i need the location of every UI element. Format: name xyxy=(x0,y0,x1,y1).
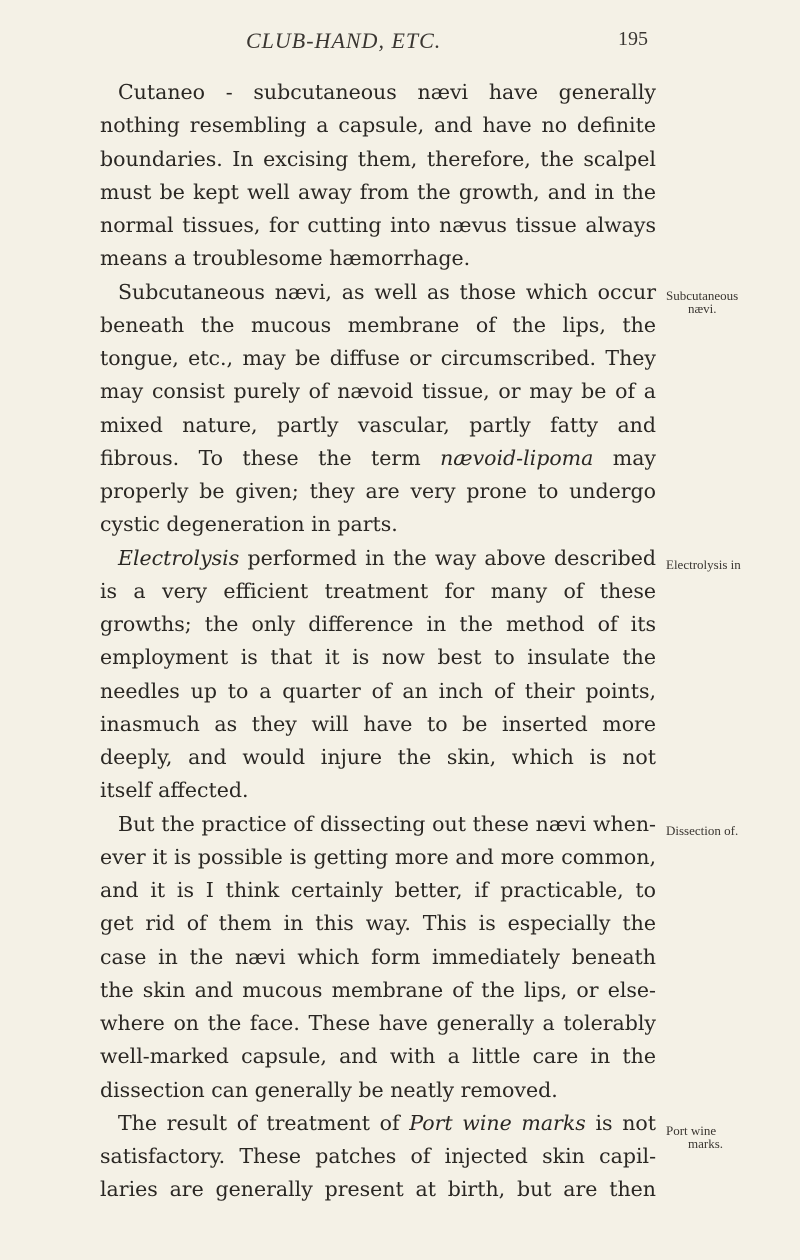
text-line: needles up to a quarter of an inch of their points, xyxy=(100,678,656,703)
margin-note-subcutaneous xyxy=(666,289,796,315)
text-run: To these the term xyxy=(179,445,441,470)
text-line: inasmuch as they will have to be inserted more xyxy=(100,711,656,736)
text-line: case in the nævi which form immediately beneath xyxy=(100,944,656,969)
text-line: itself affected. xyxy=(100,778,249,803)
text-run: may xyxy=(593,445,656,470)
text-run: The result of treatment of xyxy=(118,1110,410,1135)
text-line: mixed nature, partly vascular, partly fatty and xyxy=(100,412,656,437)
text-line: is a very efficient treatment for many of these xyxy=(100,578,656,603)
italic-term: nævoid-lipoma xyxy=(440,445,594,470)
page-number: 195 xyxy=(618,28,648,50)
text-line: growths; the only difference in the method of its xyxy=(100,612,656,636)
text-line: ever it is possible is getting more and more common, xyxy=(100,844,656,869)
text-line: tongue, etc., may be diffuse or circumscribed. They xyxy=(100,346,656,370)
text-run: fibrous. xyxy=(100,445,180,470)
text-line: Cutaneo - subcutaneous nævi have generally xyxy=(118,80,656,104)
text-line: satisfactory. These patches of injected skin capil- xyxy=(100,1144,656,1168)
text-run: is not xyxy=(585,1110,656,1135)
text-line: But the practice of dissecting out these nævi when- xyxy=(118,811,656,836)
text-line: dissection can generally be neatly removed. xyxy=(100,1077,558,1102)
text-line: must be kept well away from the growth, and in the xyxy=(100,179,656,204)
text-line: deeply, and would injure the skin, which is not xyxy=(100,745,656,769)
text-line: Subcutaneous nævi, as well as those which occur xyxy=(118,279,656,304)
text-line: means a troublesome hæmorrhage. xyxy=(100,246,471,271)
margin-note-line: Port wine xyxy=(666,1123,717,1138)
text-line: laries are generally present at birth, but are then xyxy=(100,1177,656,1202)
margin-note-line: nævi. xyxy=(688,301,717,316)
running-title: CLUB-HAND, ETC. xyxy=(246,28,442,53)
text-line: boundaries. In excising them, therefore, the scalpel xyxy=(100,146,656,171)
text-line: normal tissues, for cutting into nævus tissue always xyxy=(100,213,656,237)
text-line: properly be given; they are very prone to undergo xyxy=(100,479,656,503)
text-line-mixed xyxy=(100,442,656,475)
margin-note-line: Electrolysis in xyxy=(666,557,741,572)
text-line: where on the face. These have generally a tolerably xyxy=(100,1011,656,1035)
text-line: get rid of them in this way. This is especially the xyxy=(100,911,656,936)
margin-note-line: Dissection of. xyxy=(666,823,739,838)
text-line: employment is that it is now best to insulate the xyxy=(100,645,656,670)
text-line-mixed xyxy=(100,542,656,575)
text-line: and it is I think certainly better, if practicable, to xyxy=(100,878,656,902)
text-line: beneath the mucous membrane of the lips, the xyxy=(100,312,656,337)
body-text xyxy=(100,76,656,1207)
italic-term: Port wine marks xyxy=(409,1110,586,1135)
italic-term: Electrolysis xyxy=(118,545,240,570)
margin-note-line: Subcutaneous xyxy=(666,288,739,303)
text-line-mixed xyxy=(100,1107,656,1140)
page-header xyxy=(0,26,800,56)
text-run: performed in the way above described xyxy=(239,545,656,570)
margin-note-port-wine xyxy=(666,1124,796,1150)
margin-note-electrolysis xyxy=(666,558,796,571)
margin-note-dissection xyxy=(666,824,796,837)
text-line: well-marked capsule, and with a little care in the xyxy=(100,1044,656,1069)
text-line: the skin and mucous membrane of the lips, or else- xyxy=(100,977,656,1002)
text-line: cystic degeneration in parts. xyxy=(100,512,398,537)
text-line: nothing resembling a capsule, and have no definite xyxy=(100,113,656,138)
text-line: may consist purely of nævoid tissue, or may be of a xyxy=(100,379,656,404)
margin-note-line: marks. xyxy=(688,1136,724,1151)
